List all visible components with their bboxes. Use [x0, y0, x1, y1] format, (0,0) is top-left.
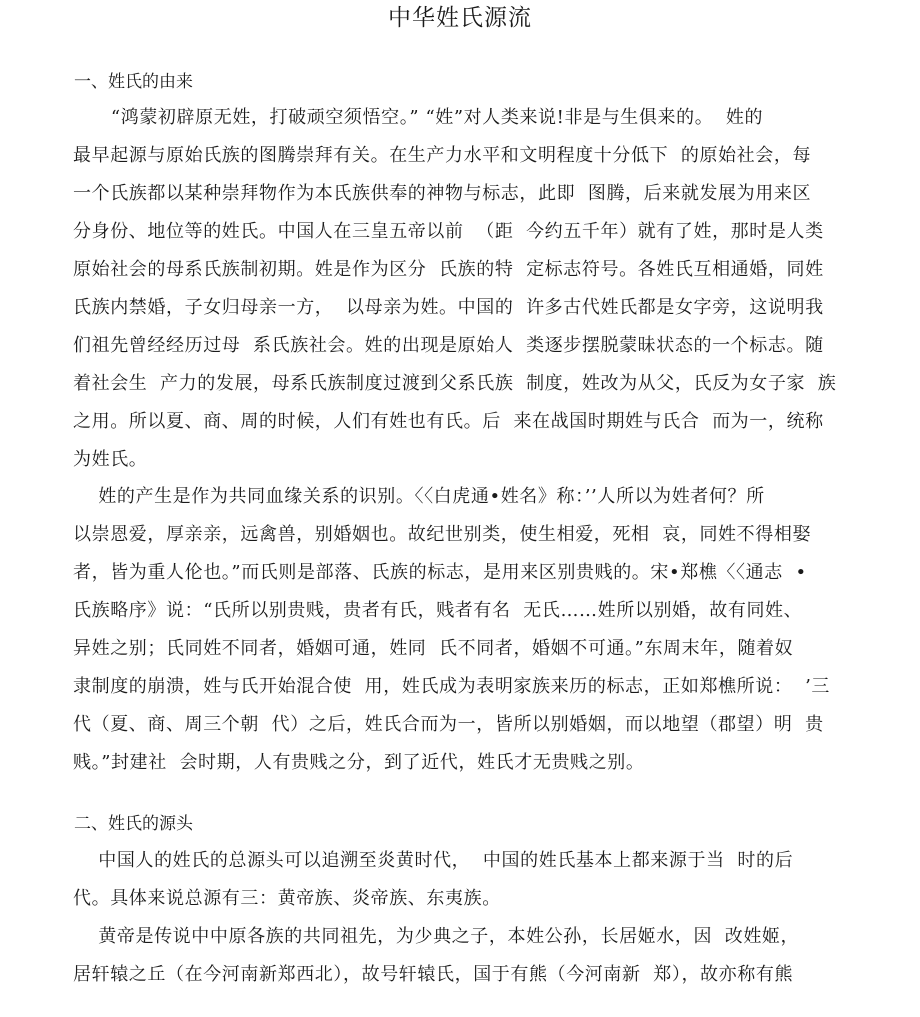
text-line: “鸿蒙初辟原无姓，打破顽空须悟空。” “姓”对人类来说!非是与生俱来的。 姓的 — [73, 107, 764, 128]
text-line: 为姓氏。 — [73, 449, 148, 470]
text-line: 中国人的姓氏的总源头可以追溯至炎黄时代， 中国的姓氏基本上都来源于当 时的后 — [73, 850, 794, 871]
text-line: 居轩辕之丘（在今河南新郑西北），故号轩辕氏，国于有熊（今河南新 郑），故亦称有熊 — [73, 964, 794, 985]
text-line: 贱。”封建社 会时期，人有贵贱之分，到了近代，姓氏才无贵贱之别。 — [73, 752, 645, 773]
text-line: 代。具体来说总源有三：黄帝族、炎帝族、东夷族。 — [73, 888, 501, 909]
text-line: 隶制度的崩溃，姓与氏开始混合使 用，姓氏成为表明家族来历的标志，正如郑樵所说： ’三 — [73, 676, 831, 697]
paragraph-source-2 — [73, 918, 863, 994]
text-line: 最早起源与原始氏族的图腾崇拜有关。在生产力水平和文明程度十分低下 的原始社会，每 — [73, 145, 812, 166]
section-heading-origin: 一、姓氏的由来 — [74, 72, 193, 92]
text-line: 之用。所以夏、商、周的时候，人们有姓也有氏。后 来在战国时期姓与氏合 而为一，统称 — [73, 411, 824, 432]
text-line: 者，皆为重人伦也。”而氏则是部落、氏族的标志，是用来区别贵贱的。宋•郑樵〈〈通志 • — [73, 562, 807, 583]
text-line: 代（夏、商、周三个朝 代）之后，姓氏合而为一，皆所以别婚姻，而以地望（郡望）明 贵 — [73, 714, 824, 735]
text-line: 一个氏族都以某种崇拜物作为本氏族供奉的神物与标志，此即 图腾，后来就发展为用来区 — [73, 183, 812, 204]
text-line: 黄帝是传说中中原各族的共同祖先，为少典之子，本姓公孙，长居姬水，因 改姓姬， — [73, 926, 800, 947]
text-line: 氏族内禁婚，子女归母亲一方， 以母亲为姓。中国的 许多古代姓氏都是女字旁，这说明我 — [73, 297, 824, 318]
text-line: 原始社会的母系氏族制初期。姓是作为区分 氏族的特 定标志符号。各姓氏互相通婚，同姓 — [73, 259, 824, 280]
text-line: 们祖先曾经经历过母 系氏族社会。姓的出现是原始人 类逐步摆脱蒙昧状态的一个标志。随 — [73, 335, 824, 356]
paragraph-source-1 — [73, 842, 863, 918]
text-line: 着社会生 产力的发展，母系氏族制度过渡到父系氏族 制度，姓改为从父，氏反为女子家 族 — [73, 373, 837, 394]
paragraph-origin-1 — [73, 99, 863, 479]
text-line: 异姓之别；氏同姓不同者，婚姻可通，姓同 氏不同者，婚姻不可通。”东周末年，随着奴 — [73, 638, 794, 659]
document-title: 中华姓氏源流 — [388, 5, 532, 31]
text-line: 氏族略序》说：“氏所以别贵贱，贵者有氏，贱者有名 无氏……姓所以别婚，故有同姓、 — [73, 600, 803, 621]
text-line: 姓的产生是作为共同血缘关系的识别。〈〈白虎通•姓名》称：’’人所以为姓者何？所 — [73, 486, 765, 507]
paragraph-origin-2 — [73, 478, 863, 782]
section-heading-source: 二、姓氏的源头 — [74, 814, 193, 834]
text-line: 分身份、地位等的姓氏。中国人在三皇五帝以前 （距 今约五千年）就有了姓，那时是人类 — [73, 221, 824, 242]
text-line: 以崇恩爱，厚亲亲，远禽兽，别婚姻也。故纪世别类，使生相爱，死相 哀，同姓不得相娶 — [73, 524, 812, 545]
